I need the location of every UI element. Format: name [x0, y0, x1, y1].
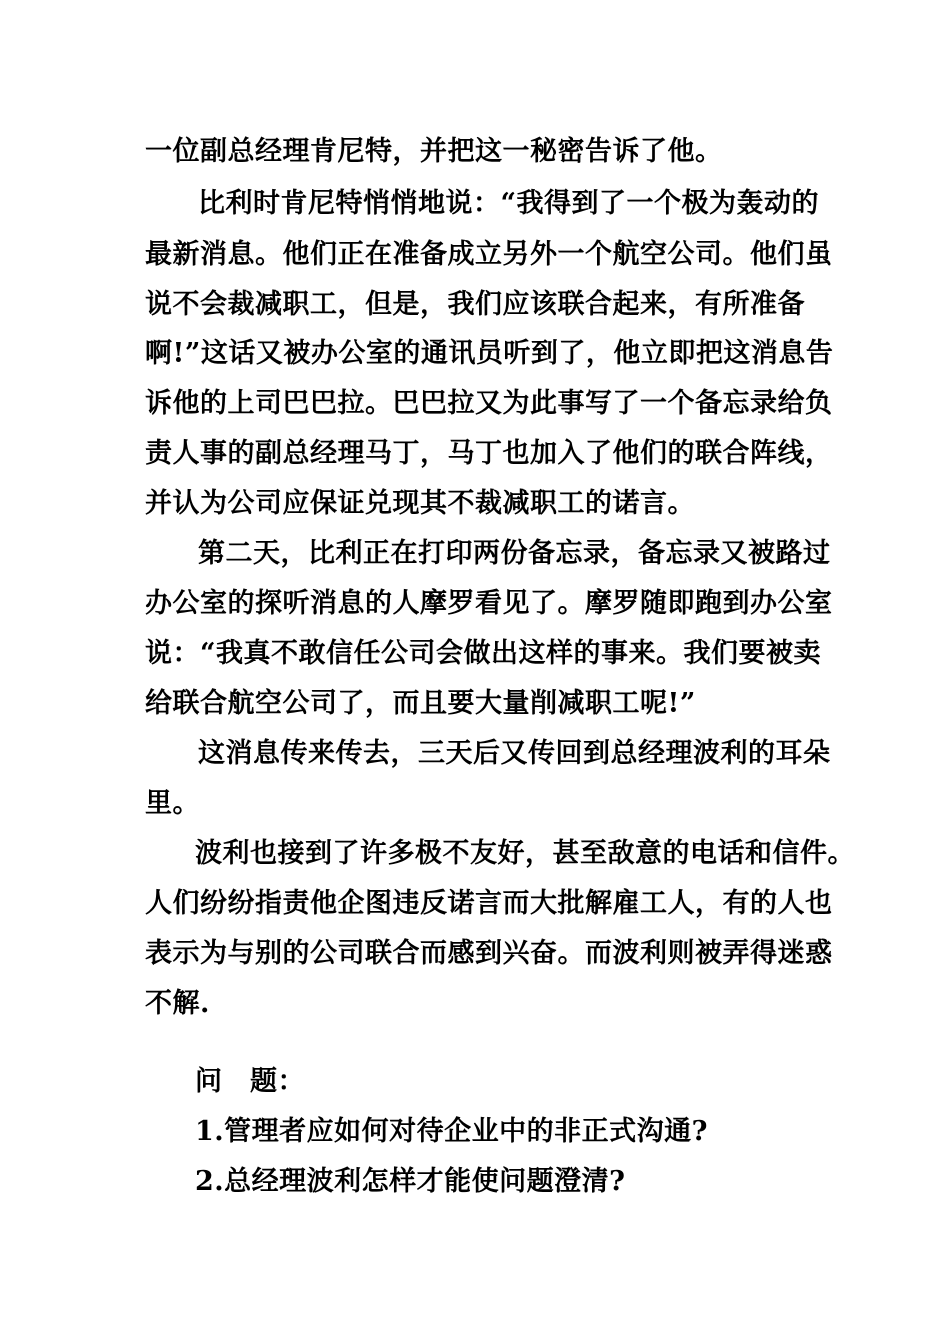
paragraph-line: 说不会裁减职工，但是，我们应该联合起来，有所准备	[145, 289, 805, 320]
paragraph-line: 诉他的上司巴巴拉。巴巴拉又为此事写了一个备忘录给负	[145, 388, 833, 419]
paragraph-line: 表示为与别的公司联合而感到兴奋。而波利则被弄得迷惑	[145, 938, 833, 969]
paragraph-line: 责人事的副总经理马丁，马丁也加入了他们的联合阵线，	[145, 438, 833, 469]
paragraph-line: 最新消息。他们正在准备成立另外一个航空公司。他们虽	[145, 239, 833, 270]
paragraph-line: 第二天，比利正在打印两份备忘录，备忘录又被路过	[198, 538, 831, 569]
questions-heading: 问 题：	[195, 1066, 305, 1097]
paragraph-line: 这消息传来传去，三天后又传回到总经理波利的耳朵	[198, 738, 831, 769]
paragraph-line: 不解.	[145, 988, 210, 1019]
paragraph-line: 里。	[145, 788, 200, 819]
question-item: 1.管理者应如何对待企业中的非正式沟通?	[195, 1116, 709, 1147]
paragraph-line: 给联合航空公司了，而且要大量削减职工呢!”	[145, 688, 696, 719]
paragraph-line: 并认为公司应保证兑现其不裁减职工的诺言。	[145, 488, 695, 519]
paragraph-line: 一位副总经理肯尼特，并把这一秘密告诉了他。	[145, 136, 723, 167]
paragraph-line: 说：“我真不敢信任公司会做出这样的事来。我们要被卖	[145, 638, 822, 669]
paragraph-line: 啊!”这话又被办公室的通讯员听到了，他立即把这消息告	[145, 338, 834, 369]
paragraph-line: 办公室的探听消息的人摩罗看见了。摩罗随即跑到办公室	[145, 588, 833, 619]
question-item: 2.总经理波利怎样才能使问题澄清?	[195, 1166, 626, 1197]
paragraph-line: 人们纷纷指责他企图违反诺言而大批解雇工人，有的人也	[145, 888, 833, 919]
paragraph-line: 波利也接到了许多极不友好，甚至敌意的电话和信件。	[195, 838, 855, 869]
paragraph-line: 比利时肯尼特悄悄地说：“我得到了一个极为轰动的	[198, 188, 820, 219]
